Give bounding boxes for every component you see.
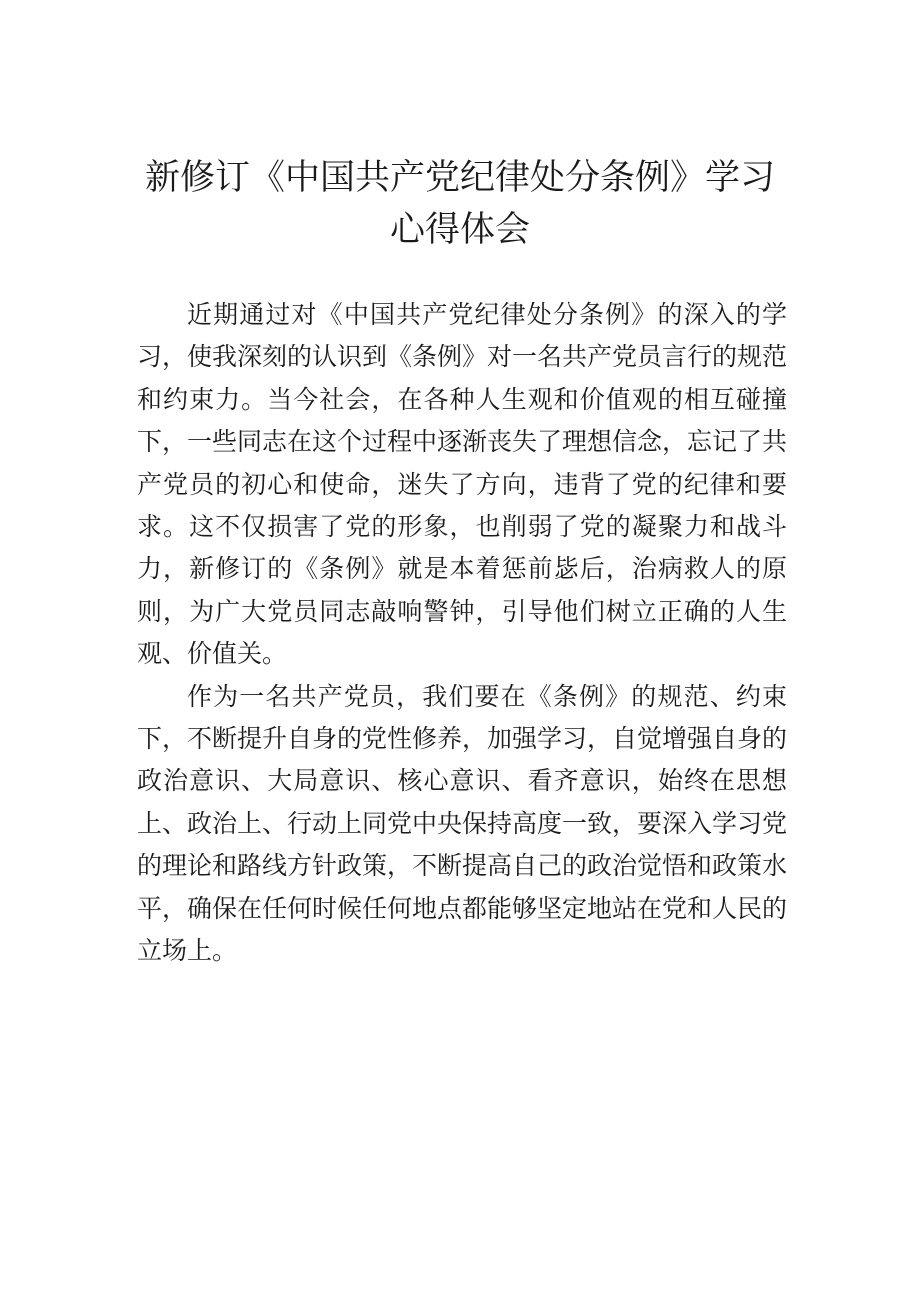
paragraph-1: 近期通过对《中国共产党纪律处分条例》的深入的学习，使我深刻的认识到《条例》对一名共产党员言行的规范和约束力。当今社会，在各种人生观和价值观的相互碰撞下，一些同志在这个过程中逐渐丧失了理想信念，忘记了共产党员的初心和使命，迷失了方向，违背了党的纪律和要求。这不仅损害了党的形象，也削弱了党的凝聚力和战斗力，新修订的《条例》就是本着惩前毖后，治病救人的原则，为广大党员同志敲响警钟，引导他们树立正确的人生观、价值关。 bbox=[137, 300, 788, 669]
document-title bbox=[100, 152, 820, 256]
paragraph-2: 作为一名共产党员，我们要在《条例》的规范、约束下，不断提升自身的党性修养，加强学习，自觉增强自身的政治意识、大局意识、核心意识、看齐意识，始终在思想上、政治上、行动上同党中央保持高度一致，要深入学习党的理论和路线方针政策，不断提高自己的政治觉悟和政策水平，确保在任何时候任何地点都能够坚定地站在党和人民的立场上。 bbox=[137, 681, 788, 966]
document-body bbox=[137, 294, 787, 973]
title-line-2: 心得体会 bbox=[389, 210, 530, 250]
title-line-1: 新修订《中国共产党纪律处分条例》学习 bbox=[144, 158, 775, 198]
